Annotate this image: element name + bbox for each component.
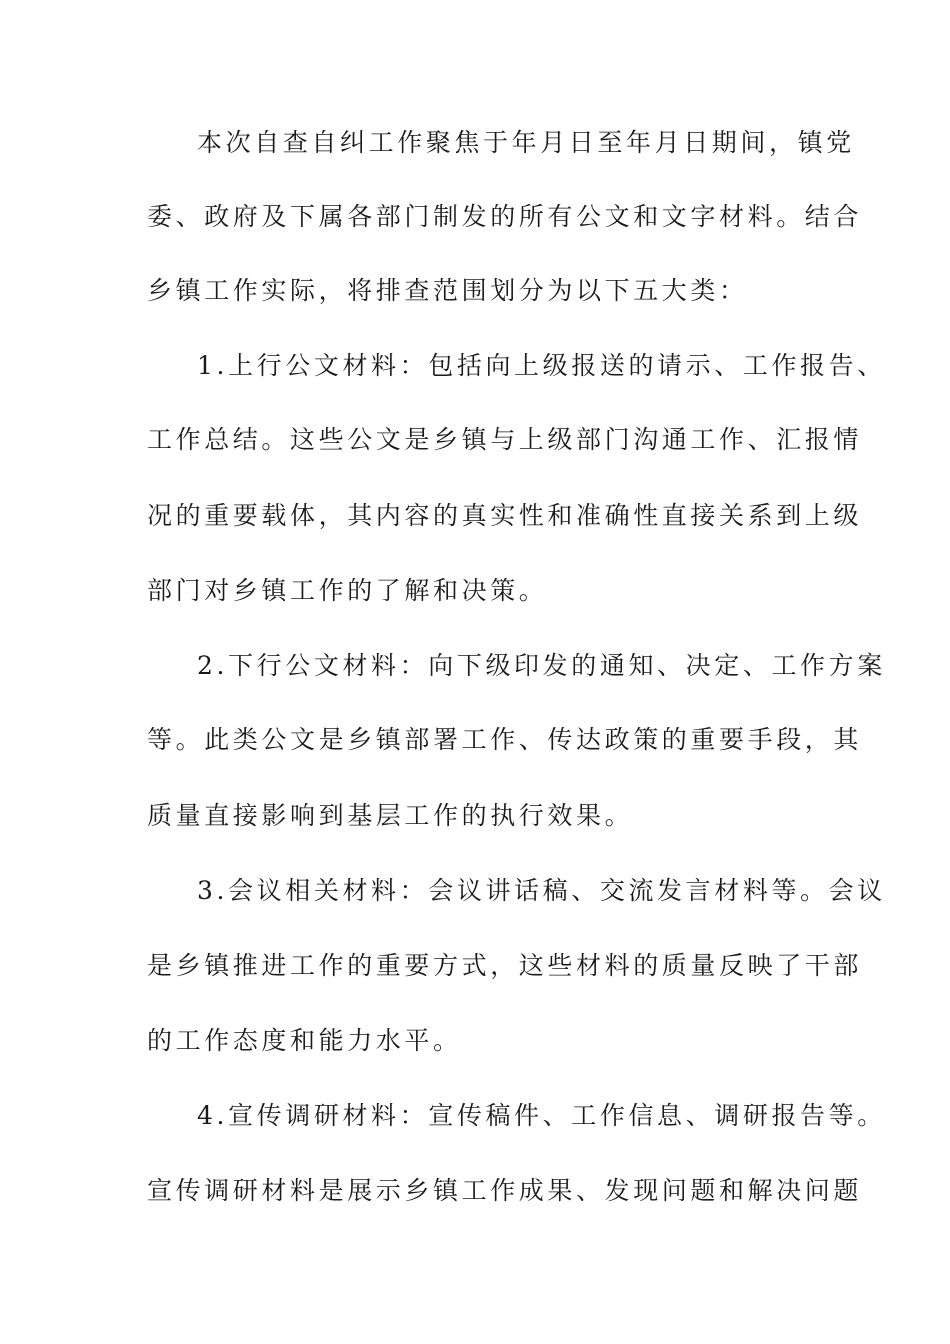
- item-2-line-1: 2.下行公文材料：向下级印发的通知、决定、工作方案: [197, 651, 886, 680]
- item-2-line-3: 质量直接影响到基层工作的执行效果。: [147, 801, 634, 830]
- item-3-line-3: 的工作态度和能力水平。: [147, 1026, 462, 1055]
- item-1-line-3: 况的重要载体，其内容的真实性和准确性直接关系到上级: [147, 501, 863, 530]
- intro-paragraph-line-3: 乡镇工作实际，将排查范围划分为以下五大类：: [147, 276, 748, 305]
- item-1-line-1: 1.上行公文材料：包括向上级报送的请示、工作报告、: [197, 351, 886, 380]
- item-1-line-4: 部门对乡镇工作的了解和决策。: [147, 576, 548, 605]
- intro-paragraph-line-2: 委、政府及下属各部门制发的所有公文和文字材料。结合: [147, 202, 863, 231]
- item-1-line-2: 工作总结。这些公文是乡镇与上级部门沟通工作、汇报情: [147, 425, 863, 454]
- item-4-line-2: 宣传调研材料是展示乡镇工作成果、发现问题和解决问题: [147, 1176, 863, 1205]
- item-2-line-2: 等。此类公文是乡镇部署工作、传达政策的重要手段，其: [147, 725, 863, 754]
- item-4-line-1: 4.宣传调研材料：宣传稿件、工作信息、调研报告等。: [197, 1101, 886, 1130]
- intro-paragraph-line-1: 本次自查自纠工作聚焦于年月日至年月日期间，镇党: [197, 128, 855, 157]
- item-3-line-1: 3.会议相关材料：会议讲话稿、交流发言材料等。会议: [197, 876, 886, 905]
- item-3-line-2: 是乡镇推进工作的重要方式，这些材料的质量反映了干部: [147, 951, 863, 980]
